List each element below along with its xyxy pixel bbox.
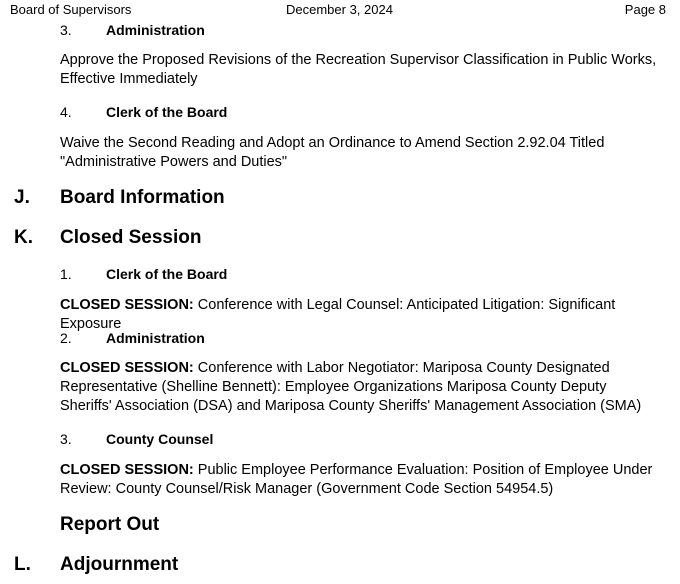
page-header	[0, 0, 680, 22]
item-number: 4.	[60, 104, 72, 120]
section-letter: L.	[14, 554, 31, 575]
item-title: Clerk of the Board	[106, 266, 228, 282]
item-text	[60, 359, 660, 416]
item-text	[60, 461, 660, 499]
closed-session-text: Conference with Legal Counsel: Anticipated Litigation: Significant Exposure	[60, 297, 616, 332]
item-number: 3.	[60, 22, 72, 38]
item-title: Administration	[106, 22, 205, 38]
item-text: Approve the Proposed Revisions of the Recreation Supervisor Classification in Public Works, Effective Immediately	[60, 52, 657, 87]
closed-session-label: CLOSED SESSION:	[60, 297, 194, 313]
section-title: Board Information	[60, 187, 225, 208]
item-text	[60, 296, 660, 334]
item-title: Clerk of the Board	[106, 104, 228, 120]
header-page-number: Page 8	[624, 2, 666, 17]
section-title: Closed Session	[60, 227, 202, 248]
header-board-name: Board of Supervisors	[10, 2, 132, 17]
item-number: 1.	[60, 266, 72, 282]
report-out-heading: Report Out	[60, 514, 160, 535]
section-title: Adjournment	[60, 554, 179, 575]
closed-session-text: Conference with Labor Negotiator: Mariposa County Designated Representative (Shelline Bennett): Employee Organizations Mariposa County Deputy Sheriffs' Association (DSA) and Mariposa County Sheriffs' Management Association (SMA)	[60, 360, 642, 414]
closed-session-text: Public Employee Performance Evaluation: Position of Employee Under Review: County Counsel/Risk Manager (Government Code Section 54954.5)	[60, 462, 653, 497]
closed-session-label: CLOSED SESSION:	[60, 360, 194, 376]
item-number: 2.	[60, 330, 72, 346]
item-text: Waive the Second Reading and Adopt an Ordinance to Amend Section 2.92.04 Titled "Administrative Powers and Duties"	[60, 135, 605, 170]
closed-session-label: CLOSED SESSION:	[60, 462, 194, 478]
item-title: Administration	[106, 330, 205, 346]
item-number: 3.	[60, 431, 72, 447]
item-title: County Counsel	[106, 431, 214, 447]
header-date: December 3, 2024	[286, 2, 393, 17]
section-letter: J.	[14, 187, 30, 208]
section-letter: K.	[14, 227, 33, 248]
